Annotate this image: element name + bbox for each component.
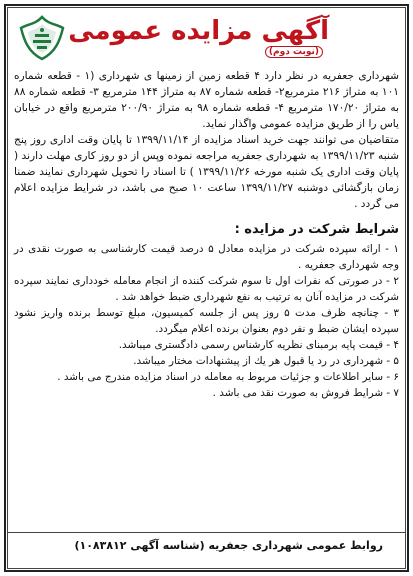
announcement-body bbox=[14, 12, 399, 401]
announcement-title: آگهی مزایده عمومی bbox=[68, 16, 329, 46]
municipality-logo-icon bbox=[18, 14, 66, 62]
header bbox=[14, 12, 399, 68]
condition-item: ۶ - سایر اطلاعات و جزئیات مربوط به معامله در اسناد مزایده مندرج می باشد . bbox=[57, 371, 399, 383]
condition-item: ۱ - ارائه سپرده شرکت در مزایده معادل ۵ درصد قیمت کارشناسی به صورت نقدی در وجه شهرداری جعفریه . bbox=[14, 243, 400, 271]
intro-paragraph-2: متقاضیان می توانند جهت خرید اسناد مزایده از ۱۳۹۹/۱۱/۱۴ تا پایان وقت اداری روز پنج شنبه ۱۳۹۹/۱۱/۲۳ به شهرداری جعفریه مراجعه نموده وپس از دو روز کاری مهلت دارند ( پایان وقت اداری یک شنبه مورخه ۱۳۹۹/۱۱/۲۶ ) تا اسناد را تحویل شهرداری نمایند ضمنا زمان بازگشائی دوشنبه ۱۳۹۹/۱۱/۲۷ ساعت ۱۰ صبح می باشد، در شرایط مزایده اعلام می گردد . bbox=[14, 134, 399, 210]
condition-item: ۵ - شهرداری در رد یا قبول هر یك از پیشنهادات مختار میباشد. bbox=[133, 355, 399, 367]
condition-item: ۲ - در صورتی که نفرات اول تا سوم شرکت کننده از انجام معامله خودداری نمایند سپرده شرکت در مزایده آنان به ترتیب به نفع شهرداری ضبط خواهد شد . bbox=[14, 275, 399, 303]
condition-item: ۷ - شرایط فروش به صورت نقد می باشد . bbox=[212, 387, 399, 399]
conditions-title: شرایط شرکت در مزایده : bbox=[234, 222, 399, 237]
condition-item: ۳ - چنانچه ظرف مدت ۵ روز پس از جلسه کمیسیون، مبلغ توسط برنده واریز نشود سپرده ایشان ضبط و نفر دوم بعنوان برنده اعلام میگردد. bbox=[14, 307, 400, 335]
footer-text: روابط عمومی شهرداری جعفریه (شناسه آگهی ۱۰۸۳۸۱۲) bbox=[74, 539, 383, 552]
footer bbox=[8, 532, 405, 559]
condition-item: ۴ - قیمت پایه برمبنای نظریه کارشناس رسمی دادگستری میباشد. bbox=[118, 339, 399, 351]
intro-paragraph-1: شهرداری جعفریه در نظر دارد ۴ قطعه زمین از زمینها ی شهرداری (۱ - قطعه شماره ۱۰۱ به متراژ ۲۱۶ مترمربع۲- قطعه شماره ۸۷ به متراژ ۱۴۴ مترمربع ۳- قطعه شماره ۸۸ به متراژ ۱۷۰/۲۰ مترمربع ۴- قطعه شماره ۹۸ به متراژ ۲۰۰/۹۰ مترمربع واقع در خیابان یاس را از طریق مزایده عمومی واگذار نماید. bbox=[14, 70, 400, 130]
round-badge: (نوبت دوم) bbox=[265, 46, 323, 58]
